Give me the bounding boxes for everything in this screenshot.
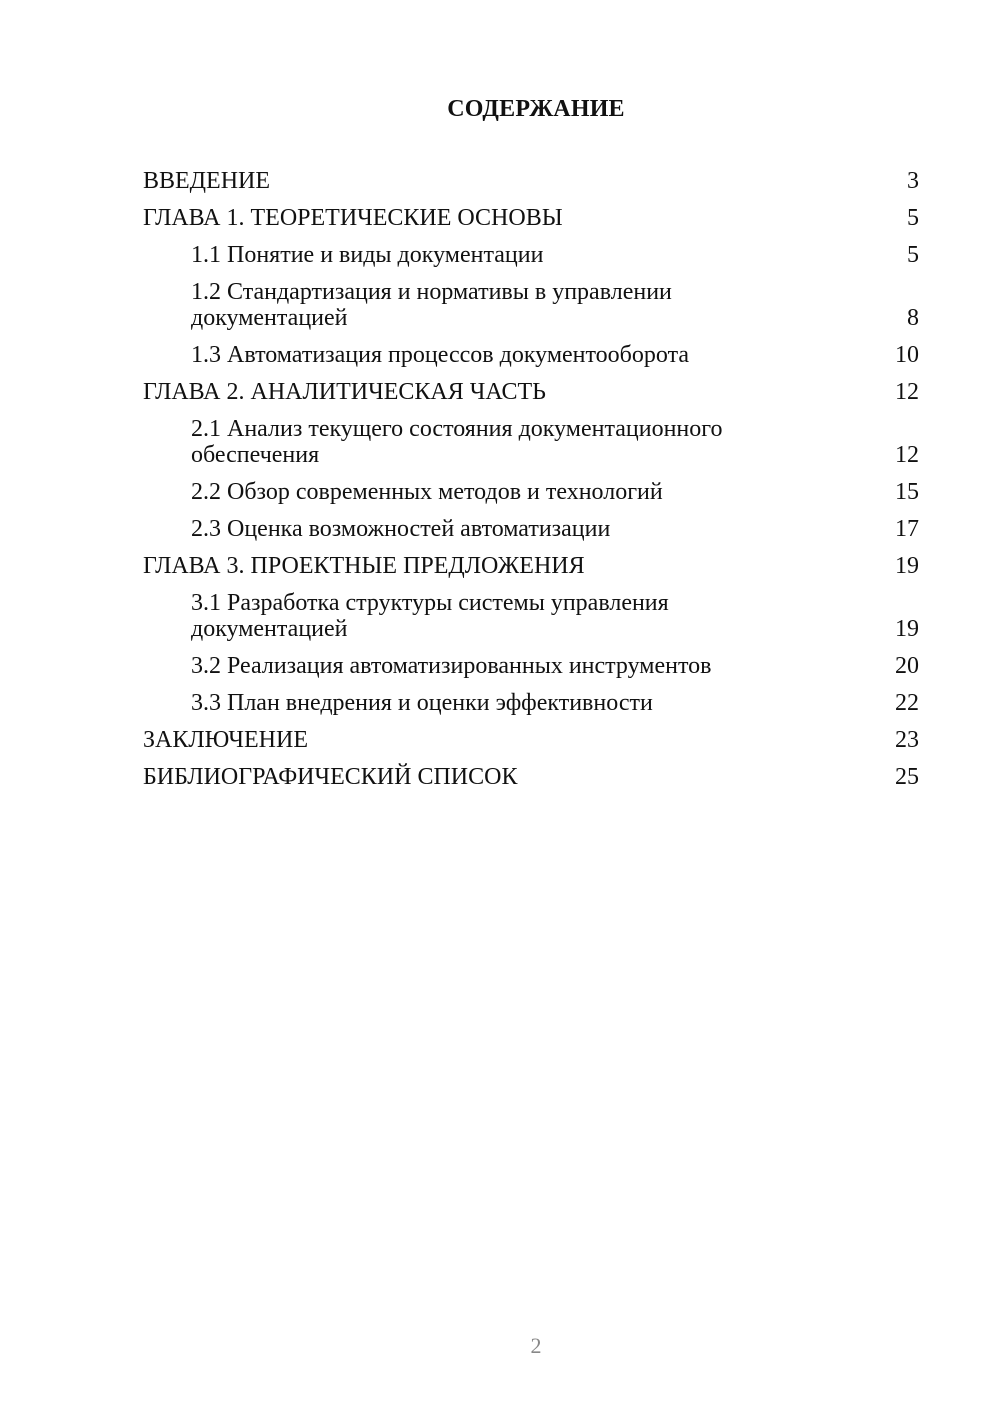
toc-entry-chapter-1[interactable] [143,205,919,231]
toc-entry-page: 22 [895,690,919,716]
toc-entry-page: 15 [895,479,919,505]
toc-entry-page: 10 [895,342,919,368]
toc-entry-label: ЗАКЛЮЧЕНИЕ [143,727,308,753]
toc-entry-section-1-1[interactable] [143,242,919,268]
toc-entry-section-2-3[interactable] [143,516,919,542]
table-of-contents [143,168,919,801]
toc-entry-label: 1.1 Понятие и виды документации [191,242,544,268]
toc-entry-chapter-2[interactable] [143,379,919,405]
toc-entry-page: 12 [895,442,919,468]
toc-entry-section-2-2[interactable] [143,479,919,505]
toc-entry-page: 25 [895,764,919,790]
toc-entry-page: 19 [895,553,919,579]
toc-entry-label: БИБЛИОГРАФИЧЕСКИЙ СПИСОК [143,764,518,790]
toc-entry-page: 5 [907,242,919,268]
toc-entry-page: 12 [895,379,919,405]
page-title: СОДЕРЖАНИЕ [447,96,625,122]
toc-entry-label: 2.3 Оценка возможностей автоматизации [191,516,611,542]
toc-entry-label: 2.1 Анализ текущего состояния документационного обеспечения [191,416,723,468]
toc-entry-label: ВВЕДЕНИЕ [143,168,271,194]
toc-entry-page: 5 [907,205,919,231]
toc-entry-label: ГЛАВА 3. ПРОЕКТНЫЕ ПРЕДЛОЖЕНИЯ [143,553,585,579]
toc-entry-section-3-1[interactable] [143,590,919,642]
toc-entry-label: 1.2 Стандартизация и нормативы в управлении документацией [191,279,672,331]
toc-entry-label: 1.3 Автоматизация процессов документооборота [191,342,689,368]
toc-entry-conclusion[interactable] [143,727,919,753]
toc-entry-page: 20 [895,653,919,679]
toc-entry-section-3-3[interactable] [143,690,919,716]
toc-entry-section-3-2[interactable] [143,653,919,679]
page-number: 2 [530,1333,542,1358]
toc-entry-page: 19 [895,616,919,642]
toc-entry-chapter-3[interactable] [143,553,919,579]
toc-entry-page: 23 [895,727,919,753]
toc-entry-page: 3 [907,168,919,194]
toc-entry-label: 3.3 План внедрения и оценки эффективности [191,690,653,716]
toc-entry-page: 8 [907,305,919,331]
toc-entry-bibliography[interactable] [143,764,919,790]
toc-entry-label: 2.2 Обзор современных методов и технологий [191,479,663,505]
toc-entry-label: ГЛАВА 2. АНАЛИТИЧЕСКАЯ ЧАСТЬ [143,379,546,405]
toc-entry-page: 17 [895,516,919,542]
toc-entry-label: 3.2 Реализация автоматизированных инструментов [191,653,712,679]
toc-entry-introduction[interactable] [143,168,919,194]
toc-entry-section-1-3[interactable] [143,342,919,368]
toc-entry-label: ГЛАВА 1. ТЕОРЕТИЧЕСКИЕ ОСНОВЫ [143,205,563,231]
toc-entry-section-1-2[interactable] [143,279,919,331]
toc-entry-label: 3.1 Разработка структуры системы управления документацией [191,590,669,642]
toc-entry-section-2-1[interactable] [143,416,919,468]
